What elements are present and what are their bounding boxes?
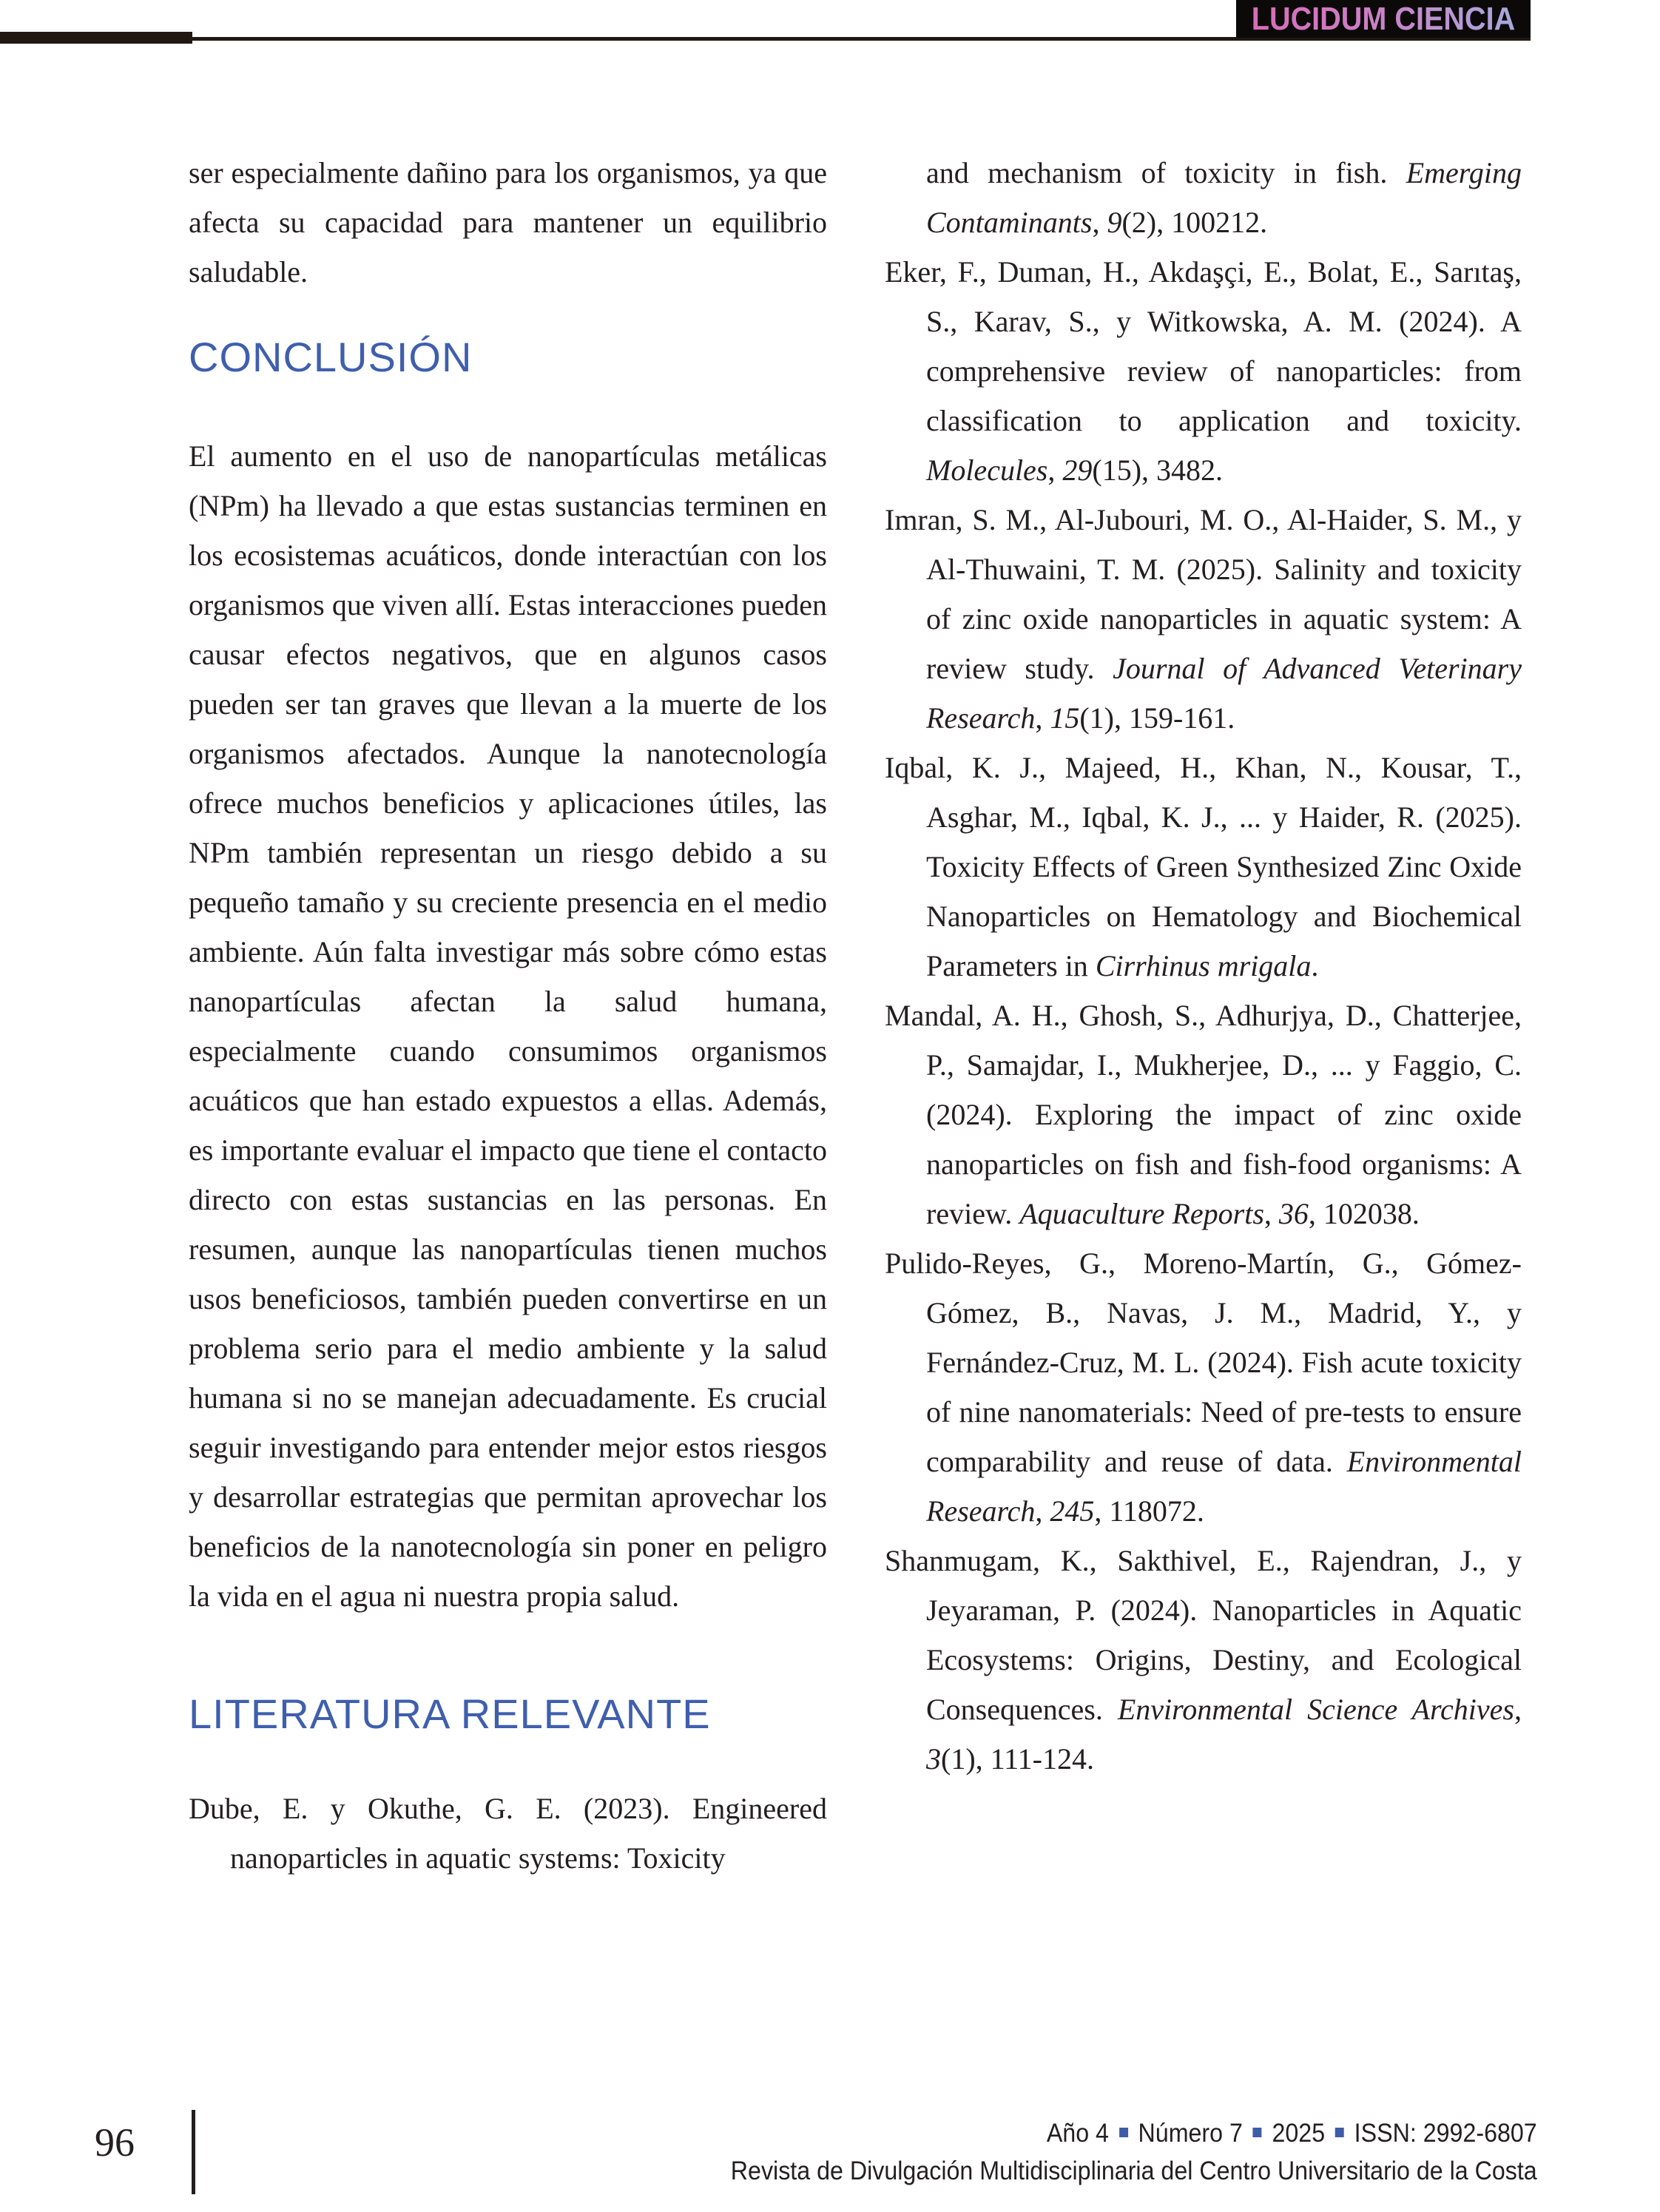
- square-separator-icon: [1119, 2128, 1128, 2137]
- conclusion-heading: CONCLUSIÓN: [189, 334, 473, 380]
- square-separator-icon: [1335, 2128, 1344, 2137]
- reference-item: Eker, F., Duman, H., Akdaşçi, E., Bolat, E., Sarıtaş, S., Karav, S., y Witkowska, A. M. (2024). A comprehensive review of nanoparticles: from classification to application and toxicity. Molecules, 29(15), 3482.: [885, 255, 1522, 487]
- footer-journal-name: Revista de Divulgación Multidisciplinaria del Centro Universitario de la Costa: [731, 2157, 1537, 2185]
- footer-year: Año 4: [1047, 2119, 1110, 2148]
- reference-list: [885, 247, 1522, 1784]
- footer-edition-year: 2025: [1272, 2119, 1326, 2148]
- reference-item: Iqbal, K. J., Majeed, H., Khan, N., Kousar, T., Asghar, M., Iqbal, K. J., ... y Haider, R. (2025). Toxicity Effects of Green Synthesized Zinc Oxide Nanoparticles on Hematology and Biochemical Parameters in Cirrhinus mrigala.: [885, 751, 1522, 982]
- footer-info: [731, 2114, 1537, 2190]
- left-column: [189, 148, 827, 1883]
- footer-divider-bar: [192, 2110, 195, 2194]
- footer-issue: Número 7: [1138, 2119, 1244, 2148]
- reference-item: Imran, S. M., Al-Jubouri, M. O., Al-Haider, S. M., y Al-Thuwaini, T. M. (2025). Salinity and toxicity of zinc oxide nanoparticles in aquatic system: A review study. Journal of Advanced Veterinary Research, 15(1), 159-161.: [885, 503, 1522, 735]
- footer-issn: ISSN: 2992-6807: [1354, 2119, 1537, 2148]
- conclusion-paragraph: El aumento en el uso de nanopartículas metálicas (NPm) ha llevado a que estas sustancias terminen en los ecosistemas acuáticos, donde interactúan con los organismos que viven allí. Estas interacciones pueden causar efectos negativos, que en algunos casos pueden ser tan graves que llevan a la muerte de los organismos afectados. Aunque la nanotecnología ofrece muchos beneficios y aplicaciones útiles, las NPm también representan un riesgo debido a su pequeño tamaño y su creciente presencia en el medio ambiente. Aún falta investigar más sobre cómo estas nanopartículas afectan la salud humana, especialmente cuando consumimos organismos acuáticos que han estado expuestos a ellas. Además, es importante evaluar el impacto que tiene el contacto directo con estas sustancias en las personas. En resumen, aunque las nanopartículas tienen muchos usos beneficiosos, también pueden convertirse en un problema serio para el medio ambiente y la salud humana si no se manejan adecuadamente. Es crucial seguir investigando para entender mejor estos riesgos y desarrollar estrategias que permitan aprovechar los beneficios de la nanotecnología sin poner en peligro la vida en el agua ni nuestra propia salud.: [189, 439, 827, 1613]
- reference-item: Pulido-Reyes, G., Moreno-Martín, G., Gómez-Gómez, B., Navas, J. M., Madrid, Y., y Fernández-Cruz, M. L. (2024). Fish acute toxicity of nine nanomaterials: Need of pre-tests to ensure comparability and reuse of data. Environmental Research, 245, 118072.: [885, 1247, 1522, 1528]
- reference-item: Mandal, A. H., Ghosh, S., Adhurjya, D., Chatterjee, P., Samajdar, I., Mukherjee, D., ... y Faggio, C. (2024). Exploring the impact of zinc oxide nanoparticles on fish and fish-food organisms: A review. Aquaculture Reports, 36, 102038.: [885, 999, 1522, 1230]
- footer-issue-line: [731, 2114, 1537, 2152]
- reference-item: Shanmugam, K., Sakthivel, E., Rajendran, J., y Jeyaraman, P. (2024). Nanoparticles in Aquatic Ecosystems: Origins, Destiny, and Ecological Consequences. Environmental Science Archives, 3(1), 111-124.: [885, 1544, 1522, 1776]
- journal-logo: [1236, 0, 1531, 38]
- square-separator-icon: [1253, 2128, 1262, 2137]
- intro-paragraph: ser especialmente dañino para los organismos, ya que afecta su capacidad para mantener un equilibrio saludable.: [189, 156, 827, 289]
- reference-dube-continuation: and mechanism of toxicity in fish. Emerging Contaminants, 9(2), 100212.: [926, 156, 1522, 239]
- journal-logo-text: LUCIDUM CIENCIA: [1251, 0, 1516, 37]
- right-column: [885, 148, 1522, 1784]
- page-number: 96: [95, 2120, 135, 2165]
- literature-heading: LITERATURA RELEVANTE: [189, 1690, 711, 1737]
- reference-dube-start: Dube, E. y Okuthe, G. E. (2023). Engineered nanoparticles in aquatic systems: Toxicity: [189, 1792, 827, 1875]
